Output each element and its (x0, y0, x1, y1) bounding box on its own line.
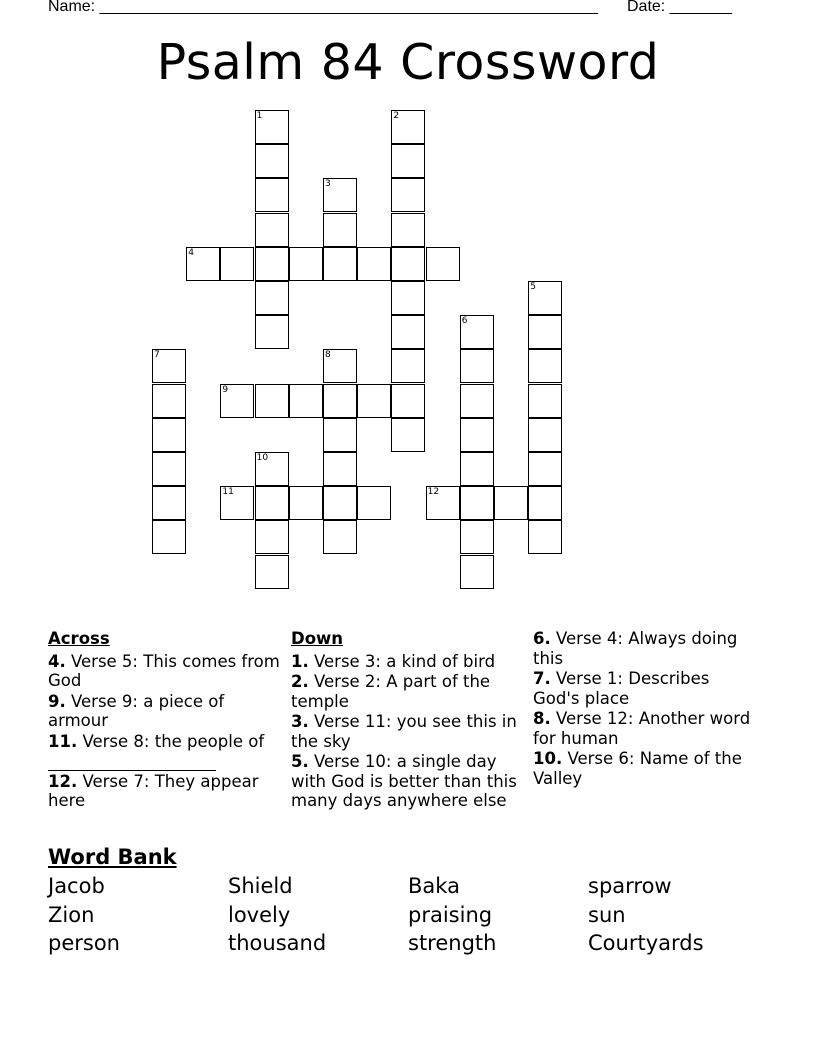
clue-text: Verse 12: Another word for human (533, 709, 751, 748)
clue-across-4 (48, 652, 280, 691)
word-bank-title: Word Bank (48, 845, 177, 869)
grid-cell[interactable] (255, 213, 289, 247)
grid-cell[interactable] (357, 384, 391, 418)
grid-cell[interactable] (323, 384, 357, 418)
clue-number: 10. (533, 749, 563, 768)
clue-across-11 (48, 732, 280, 771)
grid-cell[interactable] (460, 384, 494, 418)
clue-number: 3. (291, 712, 309, 731)
clue-down-3 (291, 712, 519, 751)
clue-down-10 (533, 749, 761, 788)
grid-cell[interactable] (255, 452, 289, 486)
grid-cell[interactable] (460, 555, 494, 589)
clue-across-9 (48, 692, 280, 731)
grid-cell[interactable] (255, 486, 289, 520)
clue-down-8 (533, 709, 761, 748)
clue-text: Verse 11: you see this in the sky (291, 712, 517, 751)
grid-cell[interactable] (528, 418, 562, 452)
grid-cell[interactable] (255, 384, 289, 418)
clue-number: 2. (291, 672, 309, 691)
grid-cell[interactable] (323, 520, 357, 554)
grid-cell[interactable] (528, 486, 562, 520)
grid-cell[interactable] (289, 247, 323, 281)
grid-cell[interactable] (152, 520, 186, 554)
clue-down-2 (291, 672, 519, 711)
down-clues-continued (533, 629, 761, 789)
cell-number: 7 (154, 350, 160, 361)
clue-number: 1. (291, 651, 309, 671)
clue-number: 6. (533, 629, 551, 648)
answer-blank (48, 753, 216, 771)
grid-cell[interactable] (391, 213, 425, 247)
grid-cell[interactable] (460, 418, 494, 452)
clue-number: 5. (291, 752, 309, 771)
word-bank-item: sun (588, 903, 626, 927)
cell-number: 11 (222, 487, 234, 498)
clue-text: Verse 3: a kind of bird (314, 651, 496, 671)
grid-cell[interactable] (460, 452, 494, 486)
cell-number: 1 (256, 111, 263, 121)
grid-cell[interactable] (255, 178, 289, 212)
cell-number: 6 (461, 316, 468, 327)
grid-cell[interactable] (391, 349, 425, 383)
grid-cell[interactable] (528, 384, 562, 418)
clue-text: Verse 5: This comes from God (48, 651, 280, 690)
clue-number: 9. (48, 691, 66, 711)
grid-cell[interactable] (255, 144, 289, 178)
grid-cell[interactable] (391, 110, 425, 144)
grid-cell[interactable] (323, 178, 357, 212)
clue-text: Verse 4: Always doing this (533, 629, 738, 668)
grid-cell[interactable] (460, 520, 494, 554)
grid-cell[interactable] (323, 247, 357, 281)
grid-cell[interactable] (528, 281, 562, 315)
grid-cell[interactable] (255, 247, 289, 281)
grid-cell[interactable] (357, 247, 391, 281)
clue-number: 8. (533, 709, 551, 728)
grid-cell[interactable] (528, 452, 562, 486)
grid-cell[interactable] (528, 349, 562, 383)
clue-text: Verse 1: Describes God's place (533, 669, 710, 708)
grid-cell[interactable] (391, 178, 425, 212)
clue-number: 7. (533, 669, 551, 688)
grid-cell[interactable] (426, 486, 460, 520)
across-heading: Across (48, 629, 110, 648)
cell-number: 4 (188, 247, 194, 258)
clue-down-7 (533, 669, 761, 708)
grid-cell[interactable] (528, 520, 562, 554)
word-bank-item: lovely (228, 903, 291, 927)
word-bank-item: Jacob (48, 874, 105, 898)
grid-cell[interactable] (289, 486, 323, 520)
clue-number: 11. (48, 731, 78, 751)
across-clues (48, 629, 280, 812)
grid-cell[interactable] (152, 452, 186, 486)
word-bank-item: praising (408, 903, 493, 927)
grid-cell[interactable] (255, 555, 289, 589)
clue-down-5 (291, 752, 519, 811)
grid-cell[interactable] (220, 384, 254, 418)
grid-cell[interactable] (460, 315, 494, 349)
grid-cell[interactable] (220, 247, 254, 281)
grid-cell[interactable] (152, 384, 186, 418)
clue-text: Verse 10: a single day with God is better than this many days anywhere else (291, 752, 517, 810)
cell-number: 3 (325, 179, 331, 190)
down-heading: Down (291, 629, 344, 648)
clue-text: Verse 2: A part of the temple (291, 672, 491, 711)
grid-cell[interactable] (255, 520, 289, 554)
grid-cell[interactable] (323, 486, 357, 520)
clue-across-12 (48, 772, 280, 811)
grid-cell[interactable] (255, 110, 289, 144)
grid-cell[interactable] (323, 452, 357, 486)
grid-cell[interactable] (323, 418, 357, 452)
grid-cell[interactable] (220, 486, 254, 520)
grid-cell[interactable] (391, 144, 425, 178)
grid-cell[interactable] (460, 486, 494, 520)
date-field-label: Date: _______ (627, 0, 732, 15)
clue-number: 4. (48, 651, 66, 671)
word-bank-item: thousand (228, 931, 327, 955)
cell-number: 12 (427, 487, 440, 498)
clue-number: 12. (48, 771, 78, 791)
grid-cell[interactable] (391, 384, 425, 418)
grid-cell[interactable] (152, 486, 186, 520)
clue-text: Verse 9: a piece of armour (48, 691, 225, 730)
grid-cell[interactable] (255, 315, 289, 349)
word-bank-item: sparrow (588, 874, 672, 898)
grid-cell[interactable] (460, 349, 494, 383)
cell-number: 9 (222, 384, 229, 395)
grid-cell[interactable] (357, 486, 391, 520)
clue-down-1 (291, 652, 519, 672)
grid-cell[interactable] (528, 315, 562, 349)
cell-number: 8 (325, 350, 331, 361)
page-title: Psalm 84 Crossword (156, 34, 660, 91)
grid-cell[interactable] (426, 247, 460, 281)
word-bank-item: strength (408, 931, 497, 955)
grid-cell[interactable] (323, 349, 357, 383)
clue-text: Verse 7: They appear here (48, 771, 259, 810)
grid-cell[interactable] (152, 418, 186, 452)
word-bank-item: person (48, 931, 120, 955)
word-bank-item: Shield (228, 874, 293, 898)
grid-cell[interactable] (391, 418, 425, 452)
grid-cell[interactable] (152, 349, 186, 383)
word-bank-item: Baka (408, 874, 460, 898)
cell-number: 10 (256, 453, 269, 463)
clue-text: Verse 6: Name of the Valley (533, 749, 742, 788)
clue-text: Verse 8: the people of (82, 731, 265, 751)
down-clues (291, 629, 519, 812)
grid-cell[interactable] (391, 281, 425, 315)
grid-cell[interactable] (494, 486, 528, 520)
word-bank-item: Zion (48, 903, 95, 927)
word-bank-item: Courtyards (588, 931, 704, 955)
grid-cell[interactable] (255, 281, 289, 315)
cell-number: 5 (530, 282, 536, 292)
name-field-label: Name: ________________________________________________________ (48, 0, 598, 15)
grid-cell[interactable] (289, 384, 323, 418)
clue-down-6 (533, 629, 761, 668)
grid-cell[interactable] (186, 247, 220, 281)
grid-cell[interactable] (391, 247, 425, 281)
cell-number: 2 (393, 111, 400, 121)
grid-cell[interactable] (323, 213, 357, 247)
grid-cell[interactable] (391, 315, 425, 349)
